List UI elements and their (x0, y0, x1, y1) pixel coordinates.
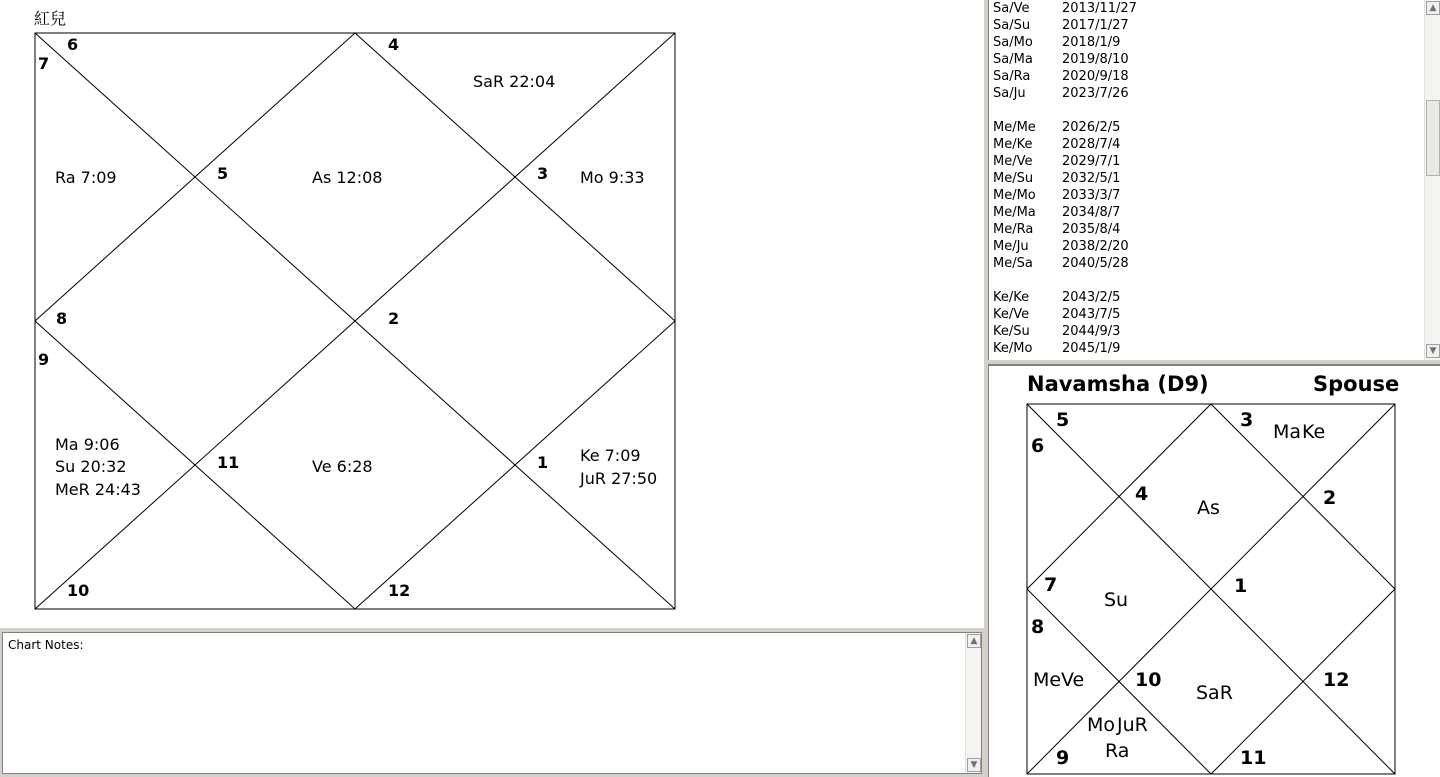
dasha-row (993, 204, 1137, 221)
chart-notes-label: Chart Notes: (8, 638, 84, 652)
dasha-period: Sa/Ve (993, 1, 1030, 16)
dasha-row (993, 153, 1137, 170)
dasha-row (993, 136, 1137, 153)
notes-scrollbar[interactable] (965, 633, 981, 773)
dasha-row (993, 221, 1137, 238)
d9-planet-ketu: Ke (1302, 421, 1326, 443)
d9-planet-mars: Ma (1273, 421, 1302, 443)
dasha-date: 2026/2/5 (1062, 120, 1121, 135)
dasha-table (993, 0, 1137, 357)
house-number-3: 3 (537, 164, 549, 183)
dasha-period: Sa/Su (993, 18, 1031, 33)
house-number-7: 7 (38, 54, 50, 73)
house-number-9: 9 (38, 350, 50, 369)
navamsha-panel (988, 364, 1440, 777)
d9-house-number-2: 2 (1323, 487, 1337, 509)
dasha-period: Me/Ma (993, 205, 1036, 220)
dasha-period: Me/Mo (993, 188, 1036, 203)
scrollbar-thumb[interactable] (1426, 100, 1440, 176)
dasha-date: 2043/2/5 (1062, 290, 1121, 305)
dasha-row (993, 51, 1137, 68)
dasha-date: 2019/8/10 (1062, 52, 1129, 67)
spouse-label: Spouse (1313, 372, 1400, 396)
dasha-spacer-row (993, 272, 1137, 289)
dasha-period: Ke/Ve (993, 307, 1030, 322)
dasha-row (993, 289, 1137, 306)
planet-mercury-retro: MeR 24:43 (55, 480, 141, 499)
house-number-11: 11 (217, 453, 240, 472)
navamsha-title: Navamsha (D9) (1027, 372, 1209, 396)
dasha-date: 2029/7/1 (1062, 154, 1121, 169)
dasha-row (993, 238, 1137, 255)
d9-house-number-10: 10 (1135, 669, 1162, 691)
dasha-date: 2017/1/27 (1062, 18, 1129, 33)
dasha-row (993, 170, 1137, 187)
dasha-date: 2033/3/7 (1062, 188, 1121, 203)
dasha-period: Me/Sa (993, 256, 1033, 271)
dasha-date: 2020/9/18 (1062, 69, 1129, 84)
dasha-period: Sa/Mo (993, 35, 1033, 50)
house-number-6: 6 (67, 35, 79, 54)
dasha-row (993, 187, 1137, 204)
navamsha-chart (989, 366, 1440, 777)
d9-planet-moon: Mo (1087, 714, 1116, 736)
dasha-period: Me/Me (993, 120, 1036, 135)
dasha-row (993, 68, 1137, 85)
d9-house-number-6: 6 (1031, 435, 1045, 457)
dasha-period: Ke/Su (993, 324, 1030, 339)
planet-saturn-retro: SaR 22:04 (473, 72, 556, 91)
dasha-row (993, 0, 1137, 17)
d9-house-number-1: 1 (1234, 575, 1248, 597)
dasha-date: 2038/2/20 (1062, 239, 1129, 254)
d9-house-number-8: 8 (1031, 616, 1045, 638)
d9-house-number-7: 7 (1044, 574, 1058, 596)
dasha-period: Me/Su (993, 171, 1034, 186)
planet-ascendant: As 12:08 (312, 168, 383, 187)
dasha-row (993, 34, 1137, 51)
dasha-date: 2028/7/4 (1062, 137, 1121, 152)
dasha-period: Ke/Mo (993, 341, 1033, 356)
d9-planet-venus: Ve (1061, 669, 1085, 691)
planet-rahu: Ra 7:09 (55, 168, 117, 187)
d9-planet-mercury: Me (1033, 669, 1062, 691)
dasha-date: 2013/11/27 (1062, 1, 1137, 16)
dasha-list-panel[interactable] (988, 0, 1440, 360)
house-number-1: 1 (537, 453, 549, 472)
dasha-date: 2032/5/1 (1062, 171, 1121, 186)
dasha-row (993, 255, 1137, 272)
planet-sun: Su 20:32 (55, 457, 127, 476)
dasha-date: 2044/9/3 (1062, 324, 1121, 339)
d9-planet-sun: Su (1104, 589, 1129, 611)
dasha-period: Me/Ju (993, 239, 1029, 254)
d9-planet-jupiter-retro: JuR (1117, 714, 1148, 736)
dasha-period: Me/Ve (993, 154, 1033, 169)
d9-house-number-9: 9 (1056, 747, 1070, 769)
dasha-spacer-row (993, 102, 1137, 119)
dasha-row (993, 119, 1137, 136)
chart-grid-lines (35, 33, 675, 609)
chart-title: 紅兒 (34, 9, 67, 28)
dasha-date: 2045/1/9 (1062, 341, 1121, 356)
dasha-row (993, 306, 1137, 323)
dasha-date: 2035/8/4 (1062, 222, 1121, 237)
scroll-up-arrow-icon[interactable]: ▲ (967, 634, 981, 648)
house-number-8: 8 (56, 309, 68, 328)
dasha-scrollbar[interactable] (1424, 0, 1440, 360)
dasha-period: Sa/Ju (993, 86, 1026, 101)
dasha-date: 2040/5/28 (1062, 256, 1129, 271)
dasha-period: Me/Ke (993, 137, 1033, 152)
dasha-period: Sa/Ra (993, 69, 1031, 84)
d9-house-number-12: 12 (1323, 669, 1350, 691)
d9-house-number-3: 3 (1240, 409, 1254, 431)
planet-venus: Ve 6:28 (312, 457, 373, 476)
house-number-4: 4 (388, 35, 400, 54)
dasha-date: 2043/7/5 (1062, 307, 1121, 322)
planet-mars: Ma 9:06 (55, 435, 120, 454)
scroll-down-arrow-icon[interactable]: ▼ (967, 758, 981, 772)
planet-ketu: Ke 7:09 (580, 446, 641, 465)
d9-planet-rahu: Ra (1105, 740, 1130, 762)
d9-house-number-5: 5 (1056, 409, 1070, 431)
dasha-period: Me/Ra (993, 222, 1034, 237)
planet-moon: Mo 9:33 (580, 168, 645, 187)
dasha-period: Sa/Ma (993, 52, 1033, 67)
dasha-row (993, 85, 1137, 102)
d9-planet-ascendant: As (1197, 497, 1220, 519)
d9-grid-lines (1027, 404, 1395, 774)
dasha-period: Ke/Ke (993, 290, 1030, 305)
house-number-2: 2 (388, 309, 400, 328)
dasha-date: 2023/7/26 (1062, 86, 1129, 101)
house-number-5: 5 (217, 164, 229, 183)
scroll-up-arrow-icon[interactable]: ▲ (1426, 1, 1440, 15)
d9-house-number-11: 11 (1240, 747, 1267, 769)
dasha-row (993, 17, 1137, 34)
house-number-12: 12 (388, 581, 411, 600)
scroll-down-arrow-icon[interactable]: ▼ (1426, 344, 1440, 358)
dasha-date: 2018/1/9 (1062, 35, 1121, 50)
dasha-row (993, 340, 1137, 357)
dasha-row (993, 323, 1137, 340)
d9-planet-saturn-retro: SaR (1196, 682, 1233, 704)
chart-notes-panel[interactable] (2, 632, 982, 774)
d9-house-number-4: 4 (1135, 483, 1149, 505)
dasha-date: 2034/8/7 (1062, 205, 1121, 220)
house-number-10: 10 (67, 581, 90, 600)
planet-jupiter-retro: JuR 27:50 (580, 469, 658, 488)
